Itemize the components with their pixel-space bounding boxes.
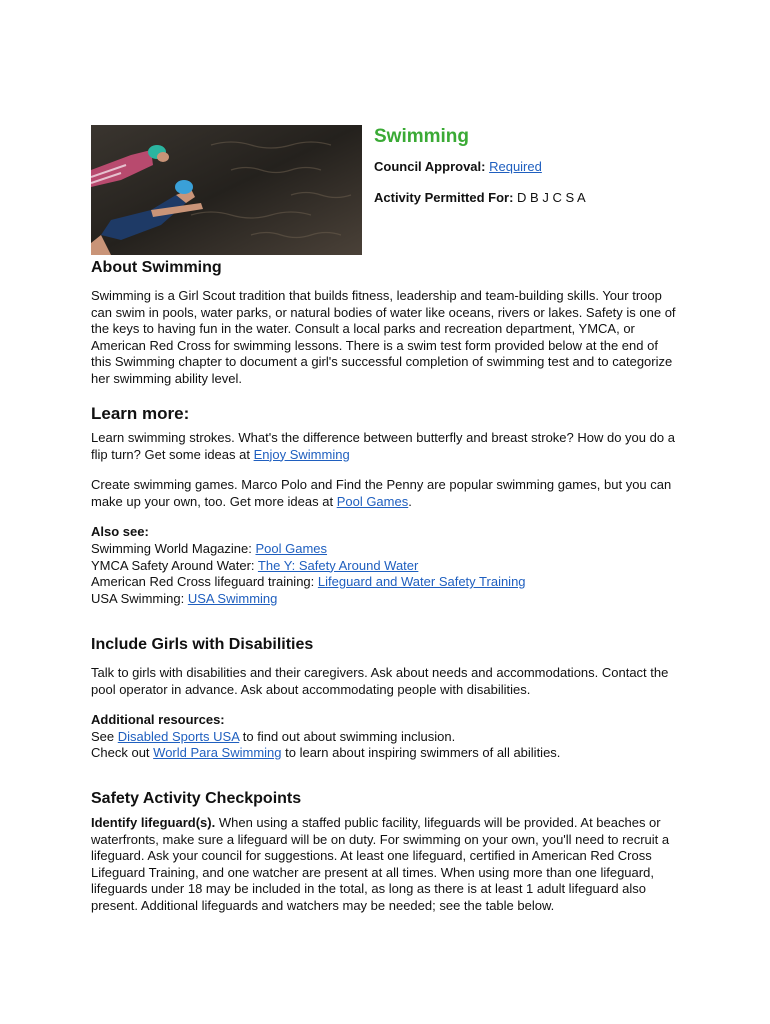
also-see-label: Also see: xyxy=(91,524,149,540)
disabilities-section xyxy=(91,635,681,762)
learn-section xyxy=(91,404,681,607)
activity-permitted-label: Activity Permitted For: xyxy=(374,190,514,205)
also-see-item: American Red Cross lifeguard training: Lifeguard and Water Safety Training xyxy=(91,574,526,590)
enjoy-swimming-link[interactable]: Enjoy Swimming xyxy=(253,446,350,462)
learn-paragraph-1 xyxy=(91,430,681,463)
disabilities-heading: Include Girls with Disabilities xyxy=(91,636,314,653)
also-see-item: YMCA Safety Around Water: The Y: Safety Around Water xyxy=(91,557,419,573)
lifeguard-training-link[interactable]: Lifeguard and Water Safety Training xyxy=(317,574,526,590)
learn-paragraph-1-text: Learn swimming strokes. What's the difference between butterfly and breast stroke? How do you do a flip turn? Get some ideas at xyxy=(91,430,675,462)
learn-paragraph-2-text: Create swimming games. Marco Polo and Find the Penny are popular swimming games, but you can make up your own, too. Get more ideas at xyxy=(91,477,672,509)
safety-heading: Safety Activity Checkpoints xyxy=(91,790,302,807)
swimmers-photo xyxy=(91,125,362,255)
about-heading: About Swimming xyxy=(91,259,222,276)
disabilities-body: Talk to girls with disabilities and their caregivers. Ask about needs and accommodations. Contact the pool operator in advance. Ask about accommodating people with disabilities. xyxy=(91,665,669,697)
council-approval-link[interactable]: Required xyxy=(489,159,542,174)
activity-header xyxy=(374,125,674,206)
swimming-world-link[interactable]: Pool Games xyxy=(255,540,328,556)
swimmers-photo-image xyxy=(91,125,362,255)
council-approval-label: Council Approval: xyxy=(374,159,486,174)
ymca-safety-link[interactable]: The Y: Safety Around Water xyxy=(257,557,419,573)
disabled-sports-usa-link[interactable]: Disabled Sports USA xyxy=(117,728,240,744)
usa-swimming-link[interactable]: USA Swimming xyxy=(187,590,278,606)
safety-section xyxy=(91,789,681,915)
activity-permitted xyxy=(374,190,674,206)
learn-paragraph-2 xyxy=(91,477,681,510)
additional-resources: Additional resources: See Disabled Sports USA to find out about swimming inclusion. Check out World Para Swimming to learn about inspiring swimmers of all abilities. xyxy=(91,712,561,761)
world-para-swimming-link[interactable]: World Para Swimming xyxy=(153,745,282,761)
activity-permitted-value: D B J C S A xyxy=(517,190,586,205)
about-body: Swimming is a Girl Scout tradition that builds fitness, leadership and team-building skills. Your troop can swim in pools, water parks, or natural bodies of water like oceans, rivers or lakes. Safety is one of the keys to having fun in the water. Consult a local parks and recreation department, YMCA, or American Red Cross for swimming lessons. There is a swim test form provided below at the end of this Swimming chapter to document a girl's successful completion of swimming test and to categorize her swimming ability level. xyxy=(91,288,676,386)
safety-body xyxy=(91,815,681,915)
also-see-list xyxy=(91,524,681,607)
additional-resources-label: Additional resources: xyxy=(91,712,225,728)
identify-lifeguards-label: Identify lifeguard(s). xyxy=(91,815,216,830)
also-see-item: USA Swimming: USA Swimming xyxy=(91,590,278,606)
council-approval xyxy=(374,159,674,175)
also-see-item: Swimming World Magazine: Pool Games xyxy=(91,540,328,556)
page-title: Swimming xyxy=(374,126,470,147)
learn-heading: Learn more: xyxy=(91,404,190,423)
learn-paragraph-2-end: . xyxy=(408,493,412,509)
about-section xyxy=(91,258,681,388)
safety-body-text: When using a staffed public facility, lifeguards will be provided. At beaches or waterfronts, make sure a lifeguard will be on duty. For swimming on your own, you'll need to recruit a lifeguard. Ask your council for suggestions. At least one lifeguard, certified in American Red Cross Lifeguard Training, and one watcher are present at all times. When using more than one lifeguard, lifeguards under 18 may be included in the total, as long as there is at least 1 adult lifeguard also present. Additional lifeguards and watchers may be needed; see the table below. xyxy=(91,815,670,913)
pool-games-link[interactable]: Pool Games xyxy=(336,493,409,509)
